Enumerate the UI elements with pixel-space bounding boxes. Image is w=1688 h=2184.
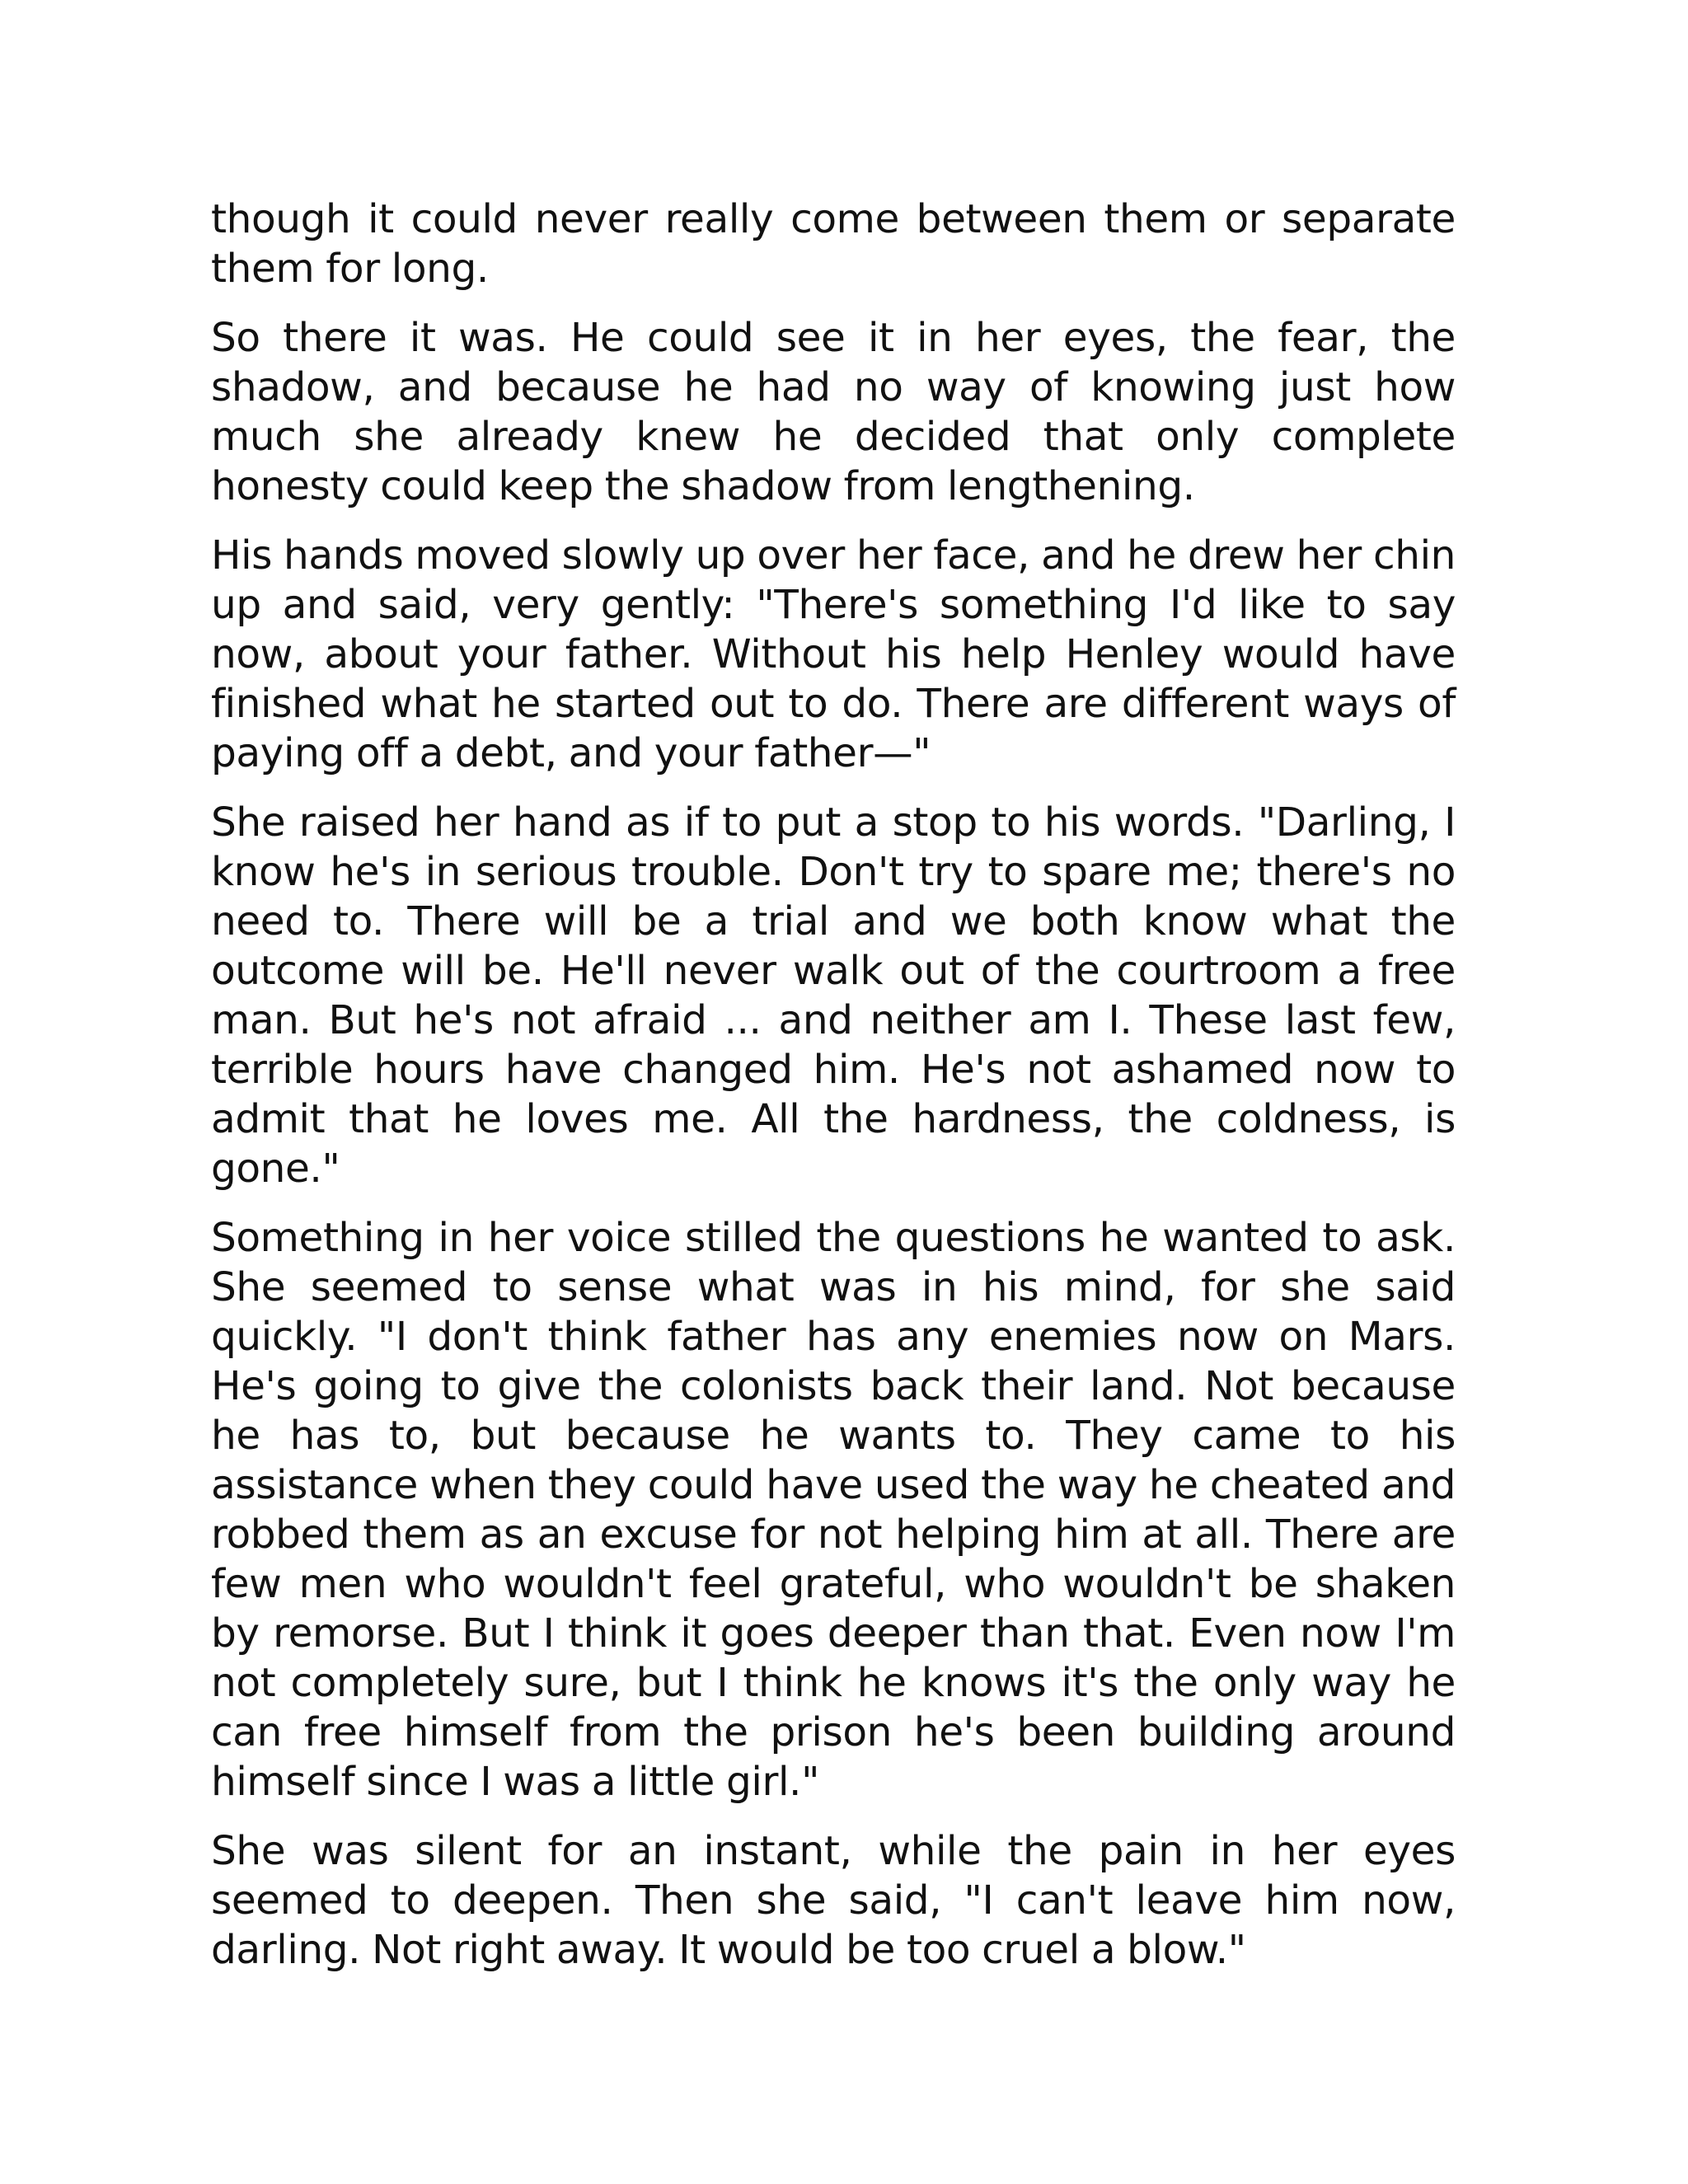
paragraph-4: She raised her hand as if to put a stop to his words. "Darling, I know he's in serious trouble. Don't try to spare me; there's no need to. There will be a trial and we both know what the outcome will be. He'll never walk out of the courtroom a free man. But he's not afraid ... and neither am I. These last few, terrible hours have changed him. He's not ashamed now to admit that he loves me. All the hardness, the coldness, is gone." — [211, 799, 1456, 1192]
paragraph-5: Something in her voice stilled the questions he wanted to ask. She seemed to sense what was in his mind, for she said quickly. "I don't think father has any enemies now on Mars. He's going to give the colonists back their land. Not because he has to, but because he wants to. They came to his assistance when they could have used the way he cheated and robbed them as an excuse for not helping him at all. There are few men who wouldn't feel grateful, who wouldn't be shaken by remorse. But I think it goes deeper than that. Even now I'm not completely sure, but I think he knows it's the only way he can free himself from the prison he's been building around himself since I was a little girl." — [211, 1215, 1456, 1805]
paragraph-1: though it could never really come between them or separate them for long. — [211, 196, 1456, 292]
paragraph-3: His hands moved slowly up over her face, and he drew her chin up and said, very gently: "There's something I'd like to say now, about your father. Without his help Henley would have finished what he started out to do. There are different ways of paying off a debt, and your father—" — [211, 532, 1456, 776]
body-text — [211, 194, 1456, 1994]
paragraph-6: She was silent for an instant, while the pain in her eyes seemed to deepen. Then she said, "I can't leave him now, darling. Not right away. It would be too cruel a blow." — [211, 1828, 1456, 1973]
paragraph-2: So there it was. He could see it in her eyes, the fear, the shadow, and because he had no way of knowing just how much she already knew he decided that only complete honesty could keep the shadow from lengthening. — [211, 315, 1456, 509]
